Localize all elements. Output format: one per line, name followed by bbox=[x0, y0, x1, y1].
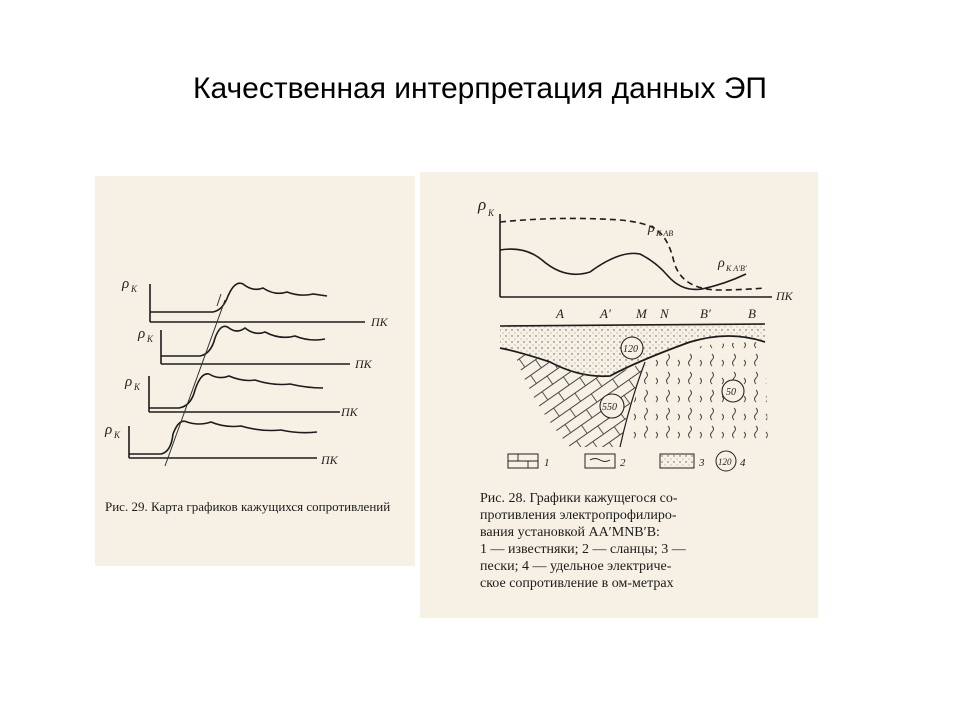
rho-ka-prime-label: ρ bbox=[718, 256, 725, 271]
rho-graph bbox=[477, 195, 794, 303]
legend bbox=[508, 451, 746, 471]
caption-line-6: ское сопротивление в ом-метрах bbox=[480, 576, 674, 591]
rho-label-2: ρ bbox=[138, 326, 146, 342]
value-shale: 50 bbox=[726, 387, 736, 398]
rho-axis-label: ρ bbox=[478, 195, 487, 214]
axis-pk-4: ПК bbox=[321, 453, 338, 467]
rho-sub-1: К bbox=[131, 284, 137, 294]
rho-ka-prime-sub: К А′В′ bbox=[726, 264, 747, 273]
rho-label-1: ρ bbox=[122, 276, 130, 292]
electrode-a-prime: A′ bbox=[600, 306, 611, 321]
figure-29-caption: Рис. 29. Карта графиков кажущихся сопротивлений bbox=[105, 499, 391, 514]
electrode-m: M bbox=[636, 306, 647, 321]
axis-pk-1: ПК bbox=[371, 315, 388, 329]
figure-28-scan bbox=[420, 172, 818, 618]
legend-num-2: 2 bbox=[620, 457, 626, 469]
geological-section bbox=[500, 324, 768, 447]
value-sand: 120 bbox=[623, 344, 638, 355]
rho-label-4: ρ bbox=[105, 422, 113, 438]
rho-sub-3: К bbox=[134, 382, 140, 392]
legend-value-4: 120 bbox=[718, 457, 732, 467]
electrode-n: N bbox=[660, 306, 669, 321]
legend-num-4: 4 bbox=[740, 457, 746, 469]
figure-28-caption bbox=[480, 490, 798, 592]
slide-title: Качественная интерпретация данных ЭП bbox=[193, 72, 767, 105]
caption-line-3: вания установкой AA′MNB′B: bbox=[480, 525, 660, 540]
rho-ka-prime-b-prime-curve bbox=[500, 249, 746, 289]
axis-pk-3: ПК bbox=[341, 405, 358, 419]
rho-kab-sub: К АВ bbox=[656, 229, 674, 238]
electrode-a: A bbox=[556, 306, 564, 321]
rho-kab-label: ρ bbox=[648, 221, 655, 236]
caption-line-4: 1 — известняки; 2 — сланцы; 3 — bbox=[480, 542, 686, 557]
axis-pk-2: ПК bbox=[355, 357, 372, 371]
rho-sub-2: К bbox=[147, 334, 153, 344]
profile-graph-3 bbox=[124, 374, 359, 419]
figure-29-scan bbox=[95, 176, 415, 566]
profile-graph-2 bbox=[137, 326, 373, 371]
legend-num-1: 1 bbox=[544, 457, 550, 469]
rho-axis-sub: К bbox=[488, 208, 494, 218]
electrode-labels bbox=[555, 306, 756, 321]
profile-graph-1 bbox=[121, 276, 389, 329]
profile-graph-4 bbox=[104, 421, 339, 467]
value-limestone: 550 bbox=[602, 402, 617, 413]
electrode-b-prime: B′ bbox=[700, 306, 711, 321]
caption-line-2: противления электропрофилиро- bbox=[480, 508, 677, 523]
electrode-b: B bbox=[748, 306, 756, 321]
rho-sub-4: К bbox=[114, 430, 120, 440]
legend-num-3: 3 bbox=[699, 457, 705, 469]
caption-line-1: Рис. 28. Графики кажущегося со- bbox=[480, 491, 678, 506]
axis-pk-label: ПК bbox=[776, 289, 793, 303]
rho-label-3: ρ bbox=[125, 374, 133, 390]
caption-line-5: пески; 4 — удельное электриче- bbox=[480, 559, 672, 574]
